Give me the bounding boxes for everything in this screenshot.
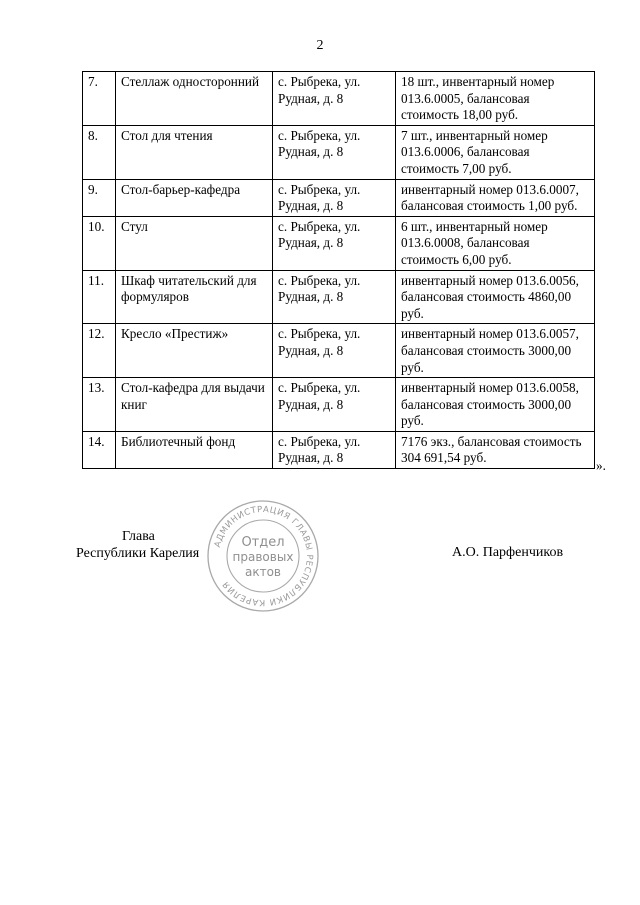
item-address: с. Рыбрека, ул. Рудная, д. 8: [273, 324, 396, 378]
table-row: [83, 324, 595, 378]
table-row: [83, 431, 595, 468]
item-address: с. Рыбрека, ул. Рудная, д. 8: [273, 179, 396, 216]
item-details: инвентарный номер 013.6.0058, балансовая стоимость 3000,00 руб.: [396, 378, 595, 432]
table-row: [83, 216, 595, 270]
item-address: с. Рыбрека, ул. Рудная, д. 8: [273, 216, 396, 270]
closing-quote: ».: [596, 458, 606, 473]
item-address: с. Рыбрека, ул. Рудная, д. 8: [273, 270, 396, 324]
item-details: 7 шт., инвентарный номер 013.6.0006, балансовая стоимость 7,00 руб.: [396, 125, 595, 179]
inventory-table: [82, 71, 595, 469]
item-details: 7176 экз., балансовая стоимость 304 691,54 руб.: [396, 431, 595, 468]
table-row: [83, 270, 595, 324]
item-name: Стол-барьер-кафедра: [116, 179, 273, 216]
stamp-ring-text: АДМИНИСТРАЦИЯ ГЛАВЫ РЕСПУБЛИКИ КАРЕЛИЯ: [212, 504, 315, 608]
row-number: 9.: [83, 179, 116, 216]
item-details: инвентарный номер 013.6.0056, балансовая стоимость 4860,00 руб.: [396, 270, 595, 324]
row-number: 10.: [83, 216, 116, 270]
row-number: 11.: [83, 270, 116, 324]
stamp-seal-graphic: [205, 498, 321, 614]
item-details: 18 шт., инвентарный номер 013.6.0005, балансовая стоимость 18,00 руб.: [396, 72, 595, 126]
item-address: с. Рыбрека, ул. Рудная, д. 8: [273, 378, 396, 432]
item-name: Шкаф читательский для формуляров: [116, 270, 273, 324]
row-number: 8.: [83, 125, 116, 179]
item-address: с. Рыбрека, ул. Рудная, д. 8: [273, 431, 396, 468]
table-row: [83, 378, 595, 432]
stamp-seal: [205, 498, 321, 614]
item-name: Библиотечный фонд: [116, 431, 273, 468]
item-address: с. Рыбрека, ул. Рудная, д. 8: [273, 125, 396, 179]
item-name: Стул: [116, 216, 273, 270]
item-name: Кресло «Престиж»: [116, 324, 273, 378]
page-number: 2: [316, 38, 324, 53]
item-details: инвентарный номер 013.6.0057, балансовая стоимость 3000,00 руб.: [396, 324, 595, 378]
stamp-center-line2: правовых: [232, 550, 294, 564]
table-row: [83, 125, 595, 179]
item-address: с. Рыбрека, ул. Рудная, д. 8: [273, 72, 396, 126]
item-name: Стол-кафедра для выдачи книг: [116, 378, 273, 432]
table-row: [83, 72, 595, 126]
stamp-center-line3: актов: [244, 565, 282, 579]
stamp-center-line1: Отдел: [241, 535, 285, 550]
signatory-title: [76, 528, 199, 562]
row-number: 14.: [83, 431, 116, 468]
item-name: Стеллаж односторонний: [116, 72, 273, 126]
row-number: 13.: [83, 378, 116, 432]
signatory-title-line2: Республики Карелия: [76, 546, 200, 561]
item-details: 6 шт., инвентарный номер 013.6.0008, балансовая стоимость 6,00 руб.: [396, 216, 595, 270]
item-details: инвентарный номер 013.6.0007, балансовая стоимость 1,00 руб.: [396, 179, 595, 216]
row-number: 7.: [83, 72, 116, 126]
signatory-name: А.О. Парфенчиков: [452, 545, 564, 560]
signatory-title-line1: Глава: [122, 529, 155, 544]
item-name: Стол для чтения: [116, 125, 273, 179]
table-row: [83, 179, 595, 216]
row-number: 12.: [83, 324, 116, 378]
